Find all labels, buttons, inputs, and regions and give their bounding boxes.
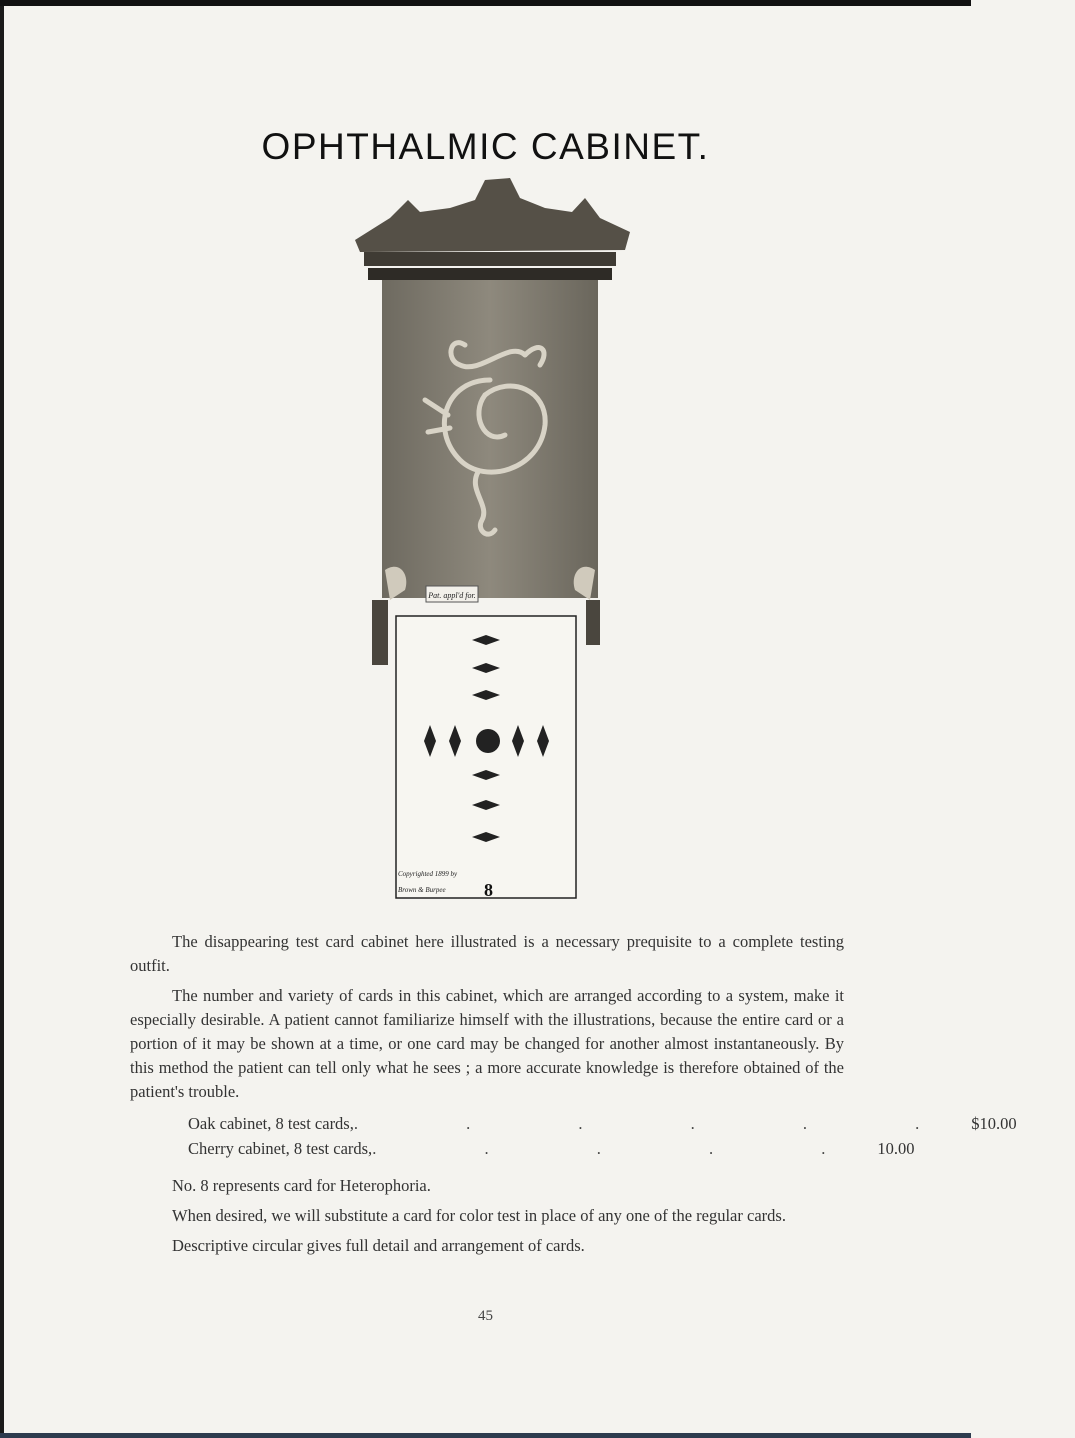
paragraph-intro: The disappearing test card cabinet here illustrated is a necessary prequisite to a complete testing outfit. — [130, 932, 844, 975]
description-text — [130, 930, 1017, 1264]
copyright-owner: Brown & Burpee — [398, 886, 446, 894]
price-item-label: Cherry cabinet, 8 test cards, — [188, 1139, 373, 1158]
price-row — [130, 1112, 1017, 1137]
price-list — [130, 1112, 1017, 1162]
patent-label: Pat. appl'd for. — [428, 591, 476, 600]
note-color-test: When desired, we will substitute a card for color test in place of any one of the regular cards. — [172, 1206, 786, 1225]
price-value: $10.00 — [971, 1114, 1017, 1133]
cabinet-crown — [355, 178, 630, 252]
price-item-label: Oak cabinet, 8 test cards, — [188, 1114, 354, 1133]
test-card — [396, 616, 576, 898]
price-row — [130, 1137, 915, 1162]
left-scan-border — [0, 6, 4, 1438]
price-value: 10.00 — [877, 1139, 915, 1158]
bottom-scan-border — [0, 1433, 971, 1438]
page-title: OPHTHALMIC CABINET. — [261, 126, 710, 167]
copyright-label: Copyrighted 1899 by — [398, 870, 458, 878]
leader-dots: . . . . . — [372, 1139, 878, 1158]
leader-dots: . . . . . . — [353, 1114, 972, 1133]
cabinet-cornice — [364, 252, 616, 266]
page-number: 45 — [478, 1308, 493, 1324]
cabinet-body — [382, 280, 598, 598]
note-circular: Descriptive circular gives full detail and arrangement of cards. — [172, 1236, 585, 1255]
note-heterophoria: No. 8 represents card for Heterophoria. — [172, 1176, 431, 1195]
top-scan-border — [0, 0, 971, 6]
paragraph-details: The number and variety of cards in this cabinet, which are arranged according to a system, make it especially desirable. A patient cannot familiarize himself with the illustrations, because the entire card or a portion of it may be shown at a time, or one card may be changed for another almost instantaneously. By this method the patient can tell only what he sees ; a more accurate knowledge is therefore obtained of the patient's trouble. — [130, 986, 844, 1101]
cabinet-illustration — [350, 170, 640, 910]
card-number: 8 — [484, 880, 493, 900]
dentil-molding — [368, 268, 612, 280]
